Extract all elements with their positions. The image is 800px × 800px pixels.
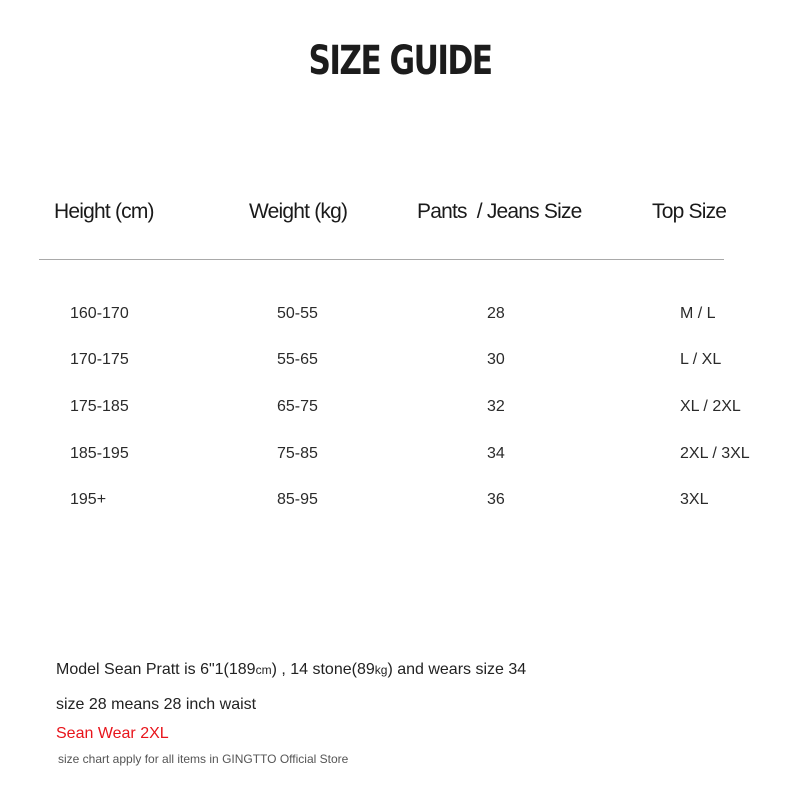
cell-height: 195+ (70, 491, 107, 508)
cell-pants-size: 28 (487, 305, 505, 322)
cell-height: 175-185 (70, 398, 129, 415)
cell-top-size: XL / 2XL (680, 398, 741, 415)
header-weight: Weight (kg) (249, 200, 348, 223)
cell-weight: 65-75 (277, 398, 318, 415)
cell-top-size: 3XL (680, 491, 709, 508)
cell-top-size: 2XL / 3XL (680, 445, 750, 462)
cell-height: 185-195 (70, 445, 129, 462)
page-title: SIZE GUIDE (308, 38, 492, 84)
model-unit-cm: cm (255, 663, 272, 677)
cell-top-size: M / L (680, 305, 716, 322)
model-info-suffix: ) and wears size 34 (387, 661, 527, 678)
cell-pants-size: 30 (487, 351, 505, 368)
cell-height: 170-175 (70, 351, 129, 368)
model-info-prefix: Model Sean Pratt is 6"1(189 (56, 661, 256, 678)
cell-weight: 50-55 (277, 305, 318, 322)
model-info (56, 661, 526, 679)
cell-weight: 55-65 (277, 351, 318, 368)
header-top-size: Top Size (652, 200, 727, 223)
model-unit-kg: kg (374, 663, 388, 677)
cell-weight: 85-95 (277, 491, 318, 508)
sean-wear-note: Sean Wear 2XL (56, 725, 169, 742)
table-row (0, 491, 800, 515)
cell-pants-size: 32 (487, 398, 505, 415)
cell-top-size: L / XL (680, 351, 722, 368)
store-disclaimer: size chart apply for all items in GINGTTO Official Store (58, 752, 349, 766)
cell-pants-size: 34 (487, 445, 505, 462)
table-row (0, 445, 800, 469)
cell-height: 160-170 (70, 305, 129, 322)
model-info-mid: ) , 14 stone(89 (271, 661, 375, 678)
table-row (0, 398, 800, 422)
table-row (0, 351, 800, 375)
table-row (0, 305, 800, 329)
header-height: Height (cm) (54, 200, 154, 223)
waist-note: size 28 means 28 inch waist (56, 696, 257, 713)
cell-weight: 75-85 (277, 445, 318, 462)
header-pants-size: Pants / Jeans Size (417, 200, 582, 223)
header-divider (39, 259, 724, 260)
cell-pants-size: 36 (487, 491, 505, 508)
